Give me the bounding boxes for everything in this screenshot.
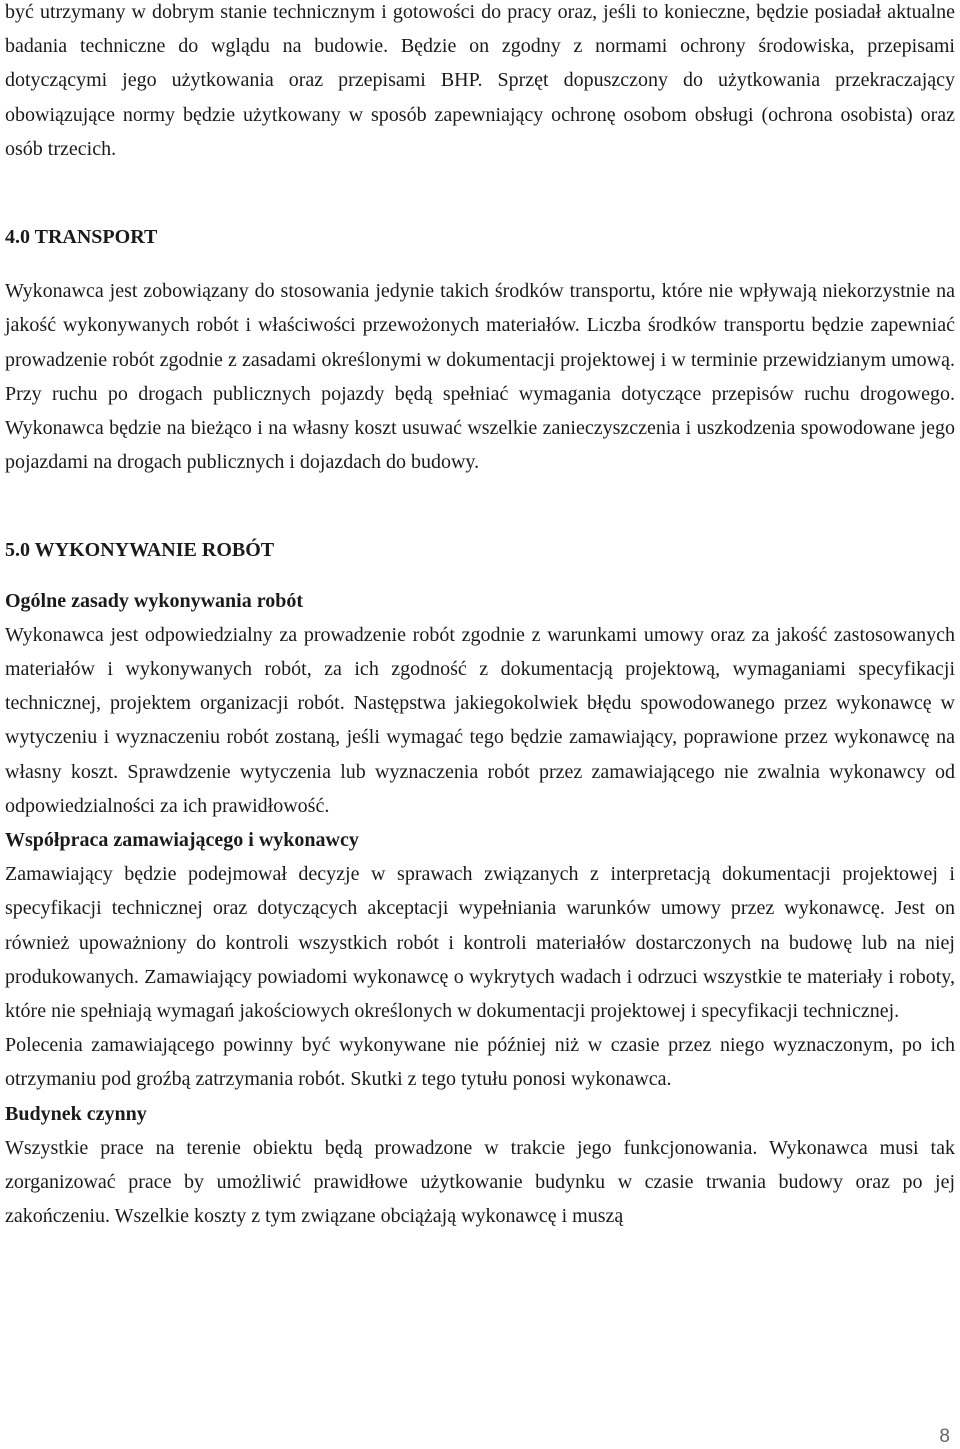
document-page <box>5 0 955 1234</box>
active-building-paragraph: Wszystkie prace na terenie obiektu będą prowadzone w trakcie jego funkcjonowania. Wykonawca musi tak zorganizować prace by umożliwić prawidłowe użytkowanie budynku w czasie trwania budowy oraz po jej zakończeniu. Wszelkie koszty z tym związane obciążają wykonawcę i muszą <box>5 1136 955 1228</box>
section-5-heading: 5.0 WYKONYWANIE ROBÓT <box>5 539 275 562</box>
active-building-title: Budynek czynny <box>5 1102 147 1125</box>
cooperation-paragraph-1: Zamawiający będzie podejmował decyzje w sprawach związanych z interpretacją dokumentacji projektowej i specyfikacji technicznej oraz dotyczących akceptacji wypełniania warunków umowy przez wykonawcę. Jest on również upoważniony do kontroli wszystkich robót i kontroli materiałów dostarczonych na budowę lub na niej produkowanych. Zamawiający powiadomi wykonawcę o wykrytych wadach i odrzuci wszystkie te materiały i roboty, które nie spełniają wymagań jakościowych określonych w dokumentacji projektowej i specyfikacji technicznej. <box>5 863 955 1023</box>
general-rules-paragraph: Wykonawca jest odpowiedzialny za prowadzenie robót zgodnie z warunkami umowy oraz za jakość zastosowanych materiałów i wykonywanych robót, za ich zgodność z dokumentacją projektową, wymaganiami specyfikacji technicznej, projektem organizacji robót. Następstwa jakiegokolwiek błędu spowodowanego przez wykonawcę w wytyczeniu i wyznaczeniu robót zostaną, jeśli wymagać tego będzie zamawiający, poprawione przez wykonawcę na własny koszt. Sprawdzenie wytyczenia lub wyznaczenia robót przez zamawiającego nie zwalnia wykonawcy od odpowiedzialności za ich prawidłowość. <box>5 623 955 817</box>
general-rules-title: Ogólne zasady wykonywania robót <box>5 589 304 612</box>
intro-paragraph: być utrzymany w dobrym stanie technicznym i gotowości do pracy oraz, jeśli to konieczne, będzie posiadał aktualne badania techniczne do wglądu na budowie. Będzie on zgodny z normami ochrony środowiska, przepisami dotyczącymi jego użytkowania oraz przepisami BHP. Sprzęt dopuszczony do użytkowania przekraczający obowiązujące normy będzie użytkowany w sposób zapewniający ochronę osobom obsługi (ochrona osobista) oraz osób trzecich. <box>5 1 955 160</box>
section-4-heading: 4.0 TRANSPORT <box>5 226 158 249</box>
page-number: 8 <box>939 1426 950 1447</box>
section-4-paragraph: Wykonawca jest zobowiązany do stosowania jedynie takich środków transportu, które nie wpływają niekorzystnie na jakość wykonywanych robót i właściwości przewożonych materiałów. Liczba środków transportu będzie zapewniać prowadzenie robót zgodnie z zasadami określonymi w dokumentacji projektowej i w terminie przewidzianym umową. Przy ruchu po drogach publicznych pojazdy będą spełniać wymagania dotyczące przepisów ruchu drogowego. Wykonawca będzie na bieżąco i na własny koszt usuwać wszelkie zanieczyszczenia i uszkodzenia spowodowane jego pojazdami na drogach publicznych i dojazdach do budowy. <box>5 280 955 474</box>
cooperation-paragraph-2: Polecenia zamawiającego powinny być wykonywane nie później niż w czasie przez niego wyznaczonym, po ich otrzymaniu pod groźbą zatrzymania robót. Skutki z tego tytułu ponosi wykonawca. <box>5 1034 955 1091</box>
cooperation-title: Współpraca zamawiającego i wykonawcy <box>5 829 359 852</box>
